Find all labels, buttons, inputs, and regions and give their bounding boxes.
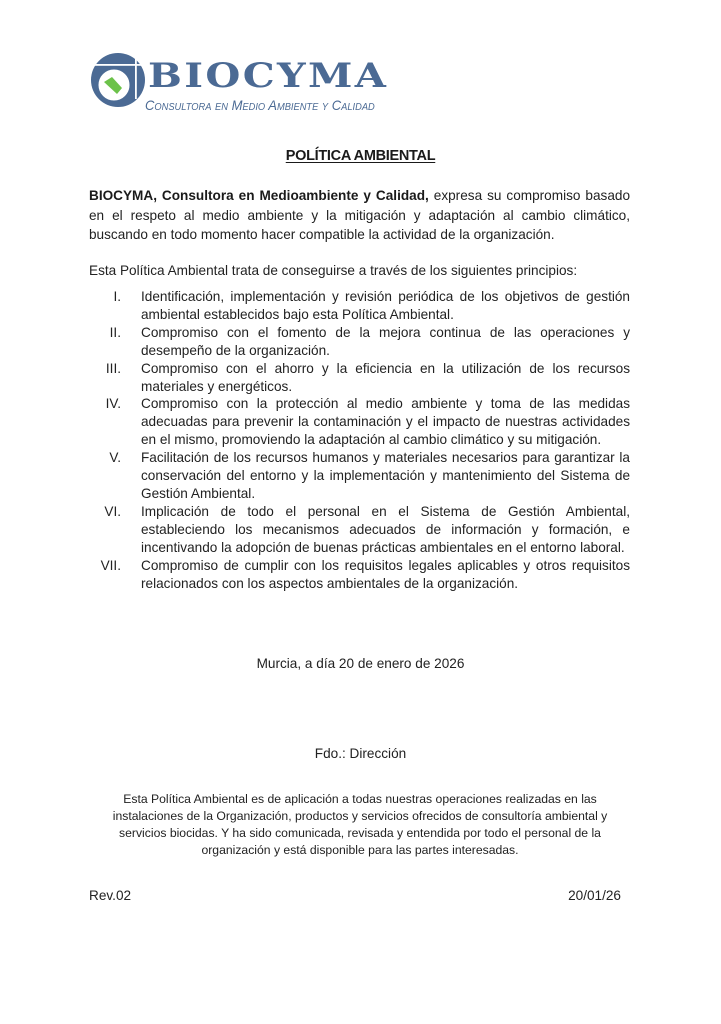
- revision-date: 20/01/26: [568, 888, 621, 903]
- principle-text: Compromiso con el fomento de la mejora continua de las operaciones y desempeño de la organización.: [141, 324, 630, 358]
- logo-wordmark: BIOCYMA: [148, 56, 389, 96]
- principles-list: [89, 288, 630, 592]
- principle-numeral: VII.: [100, 557, 121, 573]
- principle-numeral: III.: [105, 360, 121, 376]
- intro-paragraph: [89, 186, 630, 245]
- principle-item: [89, 324, 630, 360]
- company-logo: [88, 50, 388, 116]
- revision-number: Rev.02: [89, 888, 132, 903]
- principle-item: [89, 557, 630, 593]
- principle-item: [89, 503, 630, 557]
- principle-item: [89, 360, 630, 396]
- place-and-date: Murcia, a día 20 de enero de 2026: [256, 656, 465, 671]
- principle-numeral: I.: [113, 289, 121, 304]
- scope-note: Esta Política Ambiental es de aplicación a todas nuestras operaciones realizadas en las instalaciones de la Organización, productos y servicios ofrecidos de consultoría ambiental y servicios biocidas. Y ha sido comunicada, revisada y entendida por todo el personal de la organización y está disponible para las partes interesadas.: [112, 792, 608, 857]
- principle-text: Identificación, implementación y revisión periódica de los objetivos de gestión ambiental establecidos bajo esta Política Ambiental.: [141, 289, 630, 322]
- principle-numeral: VI.: [104, 503, 121, 519]
- intro-company-name: BIOCYMA, Consultora en Medioambiente y Calidad,: [89, 188, 429, 203]
- principle-numeral: V.: [109, 450, 121, 466]
- principle-text: Compromiso con la protección al medio ambiente y toma de las medidas adecuadas para prevenir la contaminación y el impacto de nuestras actividades en el mismo, promoviendo la adaptación al cambio climático y su mitigación.: [141, 396, 630, 448]
- principle-numeral: II.: [109, 324, 121, 340]
- document-title: POLÍTICA AMBIENTAL: [285, 148, 436, 164]
- biocyma-logo-mark-icon: [90, 52, 146, 108]
- logo-tagline: Consultora en Medio Ambiente y Calidad: [145, 97, 375, 113]
- principle-text: Implicación de todo el personal en el Sistema de Gestión Ambiental, estableciendo los mecanismos adecuados de información y formación, e incentivando la adopción de buenas prácticas ambientales en el entorno laboral.: [141, 503, 630, 555]
- intro-text: expresa su compromiso basado en el respeto al medio ambiente y la mitigación y adaptación al cambio climático, buscando en todo momento hacer compatible la actividad de la organización.: [89, 188, 631, 242]
- principle-item: [89, 449, 630, 503]
- signature-line: Fdo.: Dirección: [314, 746, 407, 761]
- principle-text: Compromiso con el ahorro y la eficiencia en la utilización de los recursos materiales y energéticos.: [141, 360, 630, 394]
- principle-numeral: IV.: [105, 396, 121, 412]
- principle-item: [89, 288, 630, 324]
- principle-item: [89, 395, 630, 449]
- principle-text: Compromiso de cumplir con los requisitos legales aplicables y otros requisitos relacionados con los aspectos ambientales de la organización.: [141, 557, 630, 591]
- principle-text: Facilitación de los recursos humanos y materiales necesarios para garantizar la conservación del entorno y la implementación y mantenimiento del Sistema de Gestión Ambiental.: [141, 450, 630, 501]
- principles-lead: Esta Política Ambiental trata de conseguirse a través de los siguientes principios:: [89, 263, 578, 278]
